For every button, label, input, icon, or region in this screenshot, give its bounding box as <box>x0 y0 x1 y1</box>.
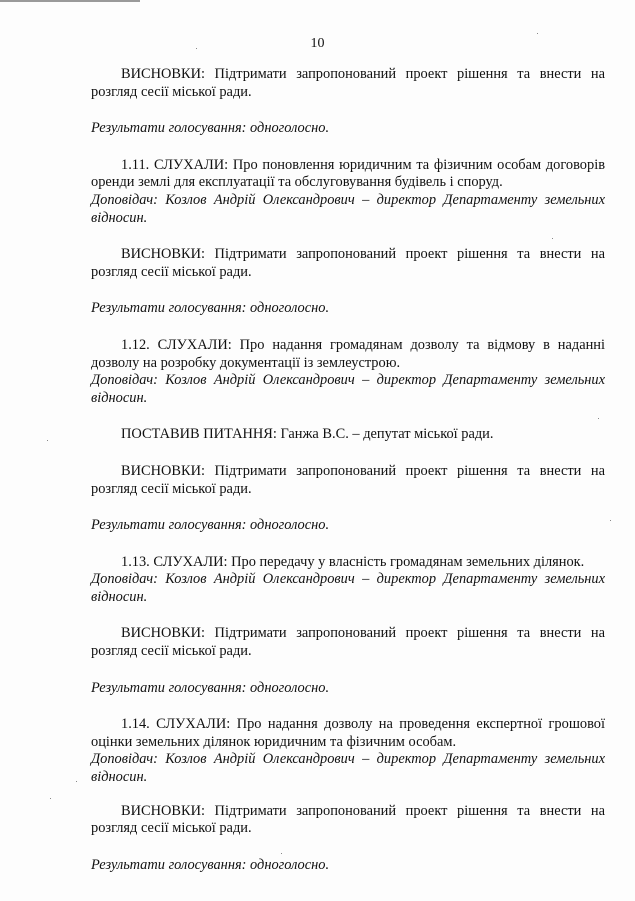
speaker-line: Доповідач: Козлов Андрій Олександрович – директор Департаменту земельних відносин. <box>91 372 605 406</box>
heard-item-1-13: 1.13. СЛУХАЛИ: Про передачу у власність громадянам земельних ділянок. <box>121 553 585 570</box>
vote-result: Результати голосування: одноголосно. <box>91 856 330 873</box>
conclusion-text: ВИСНОВКИ: Підтримати запропонований проект рішення та внести на розгляд сесії міської ради. <box>91 66 605 100</box>
vote-result: Результати голосування: одноголосно. <box>91 679 330 696</box>
vote-result: Результати голосування: одноголосно. <box>91 300 330 317</box>
document-body <box>91 66 605 874</box>
speaker-line: Доповідач: Козлов Андрій Олександрович – директор Департаменту земельних відносин. <box>91 191 605 226</box>
conclusion-text: ВИСНОВКИ: Підтримати запропонований проект рішення та внести на розгляд сесії міської ради. <box>91 625 605 660</box>
heard-item-1-11: 1.11. СЛУХАЛИ: Про поновлення юридичним та фізичним особам договорів оренди землі для експлуатації та обслуговування будівель і споруд. <box>91 156 605 191</box>
vote-result: Результати голосування: одноголосно. <box>91 120 330 137</box>
heard-item-1-14: 1.14. СЛУХАЛИ: Про надання дозволу на проведення експертної грошової оцінки земельних ділянок юридичним та фізичним особам. <box>91 716 605 750</box>
heard-item-1-12: 1.12. СЛУХАЛИ: Про надання громадянам дозволу та відмову в наданні дозволу на розробку документації із землеустрою. <box>91 336 605 371</box>
speaker-line: Доповідач: Козлов Андрій Олександрович – директор Департаменту земельних відносин. <box>91 571 605 605</box>
page-number: 10 <box>310 36 325 51</box>
scan-edge-line <box>0 0 140 2</box>
conclusion-text: ВИСНОВКИ: Підтримати запропонований проект рішення та внести на розгляд сесії міської ради. <box>91 802 605 837</box>
conclusion-text: ВИСНОВКИ: Підтримати запропонований проект рішення та внести на розгляд сесії міської ради. <box>91 462 605 497</box>
vote-result: Результати голосування: одноголосно. <box>91 517 330 534</box>
speaker-line: Доповідач: Козлов Андрій Олександрович – директор Департаменту земельних відносин. <box>91 751 605 786</box>
question-line: ПОСТАВИВ ПИТАННЯ: Ганжа В.С. – депутат міської ради. <box>121 426 494 443</box>
conclusion-text: ВИСНОВКИ: Підтримати запропонований проект рішення та внести на розгляд сесії міської ради. <box>91 246 605 280</box>
